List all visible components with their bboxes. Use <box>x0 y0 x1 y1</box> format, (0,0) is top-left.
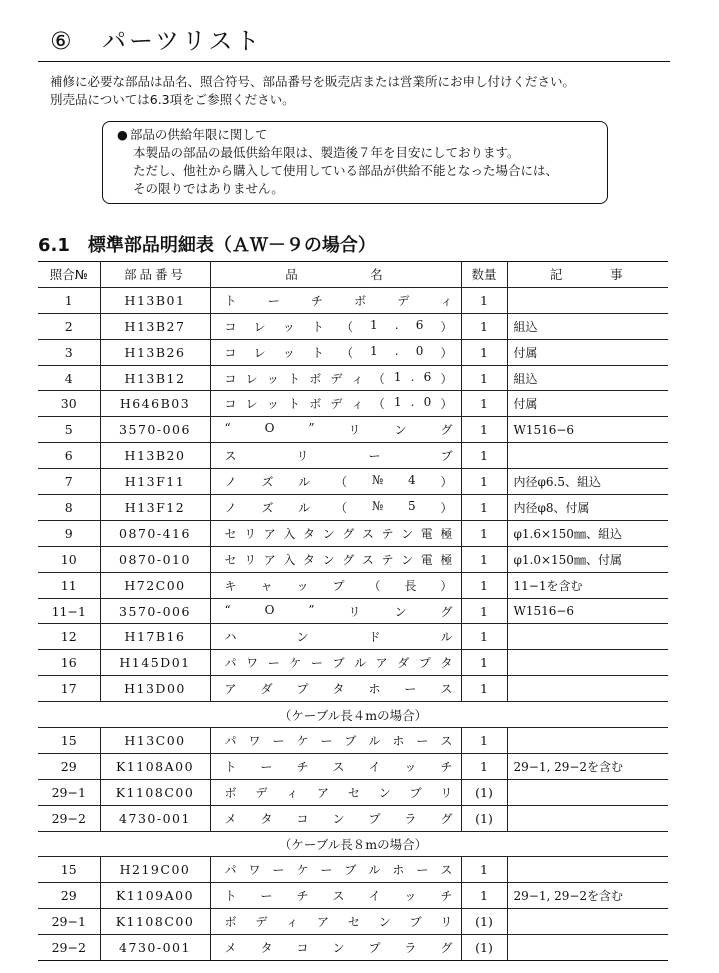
part-name-text: ハ ン ド ル <box>224 630 453 645</box>
remarks-cell <box>507 779 668 805</box>
quantity-cell: 1 <box>461 391 507 417</box>
table-row <box>38 650 668 676</box>
part-name-text: “ O ” リ ン グ <box>224 421 453 438</box>
header-part-number: 部品番号 <box>100 262 210 288</box>
table-row <box>38 883 668 909</box>
ref-no-cell: 29−2 <box>38 805 100 831</box>
table-row <box>38 676 668 702</box>
quantity-cell: 1 <box>461 676 507 702</box>
table-row <box>38 313 668 339</box>
part-name-text: ス リ ー ブ <box>224 449 453 464</box>
part-number-cell: H13C00 <box>100 728 210 754</box>
remarks-cell <box>507 443 668 469</box>
table-row <box>38 935 668 961</box>
table-subheading-row <box>38 702 668 728</box>
part-name-cell <box>210 365 461 391</box>
part-name-text: ノ ズ ル （ № 5 ） <box>224 498 453 515</box>
part-number-cell: H219C00 <box>100 857 210 883</box>
part-name-cell <box>210 909 461 935</box>
part-number-cell: 0870-416 <box>100 520 210 546</box>
ref-no-cell: 1 <box>38 287 100 313</box>
part-number-cell: H13B01 <box>100 287 210 313</box>
ref-no-cell: 16 <box>38 650 100 676</box>
part-number-cell: K1108C00 <box>100 909 210 935</box>
table-row <box>38 909 668 935</box>
remarks-cell: W1516−6 <box>507 417 668 443</box>
ref-no-cell: 3 <box>38 339 100 365</box>
ref-no-cell: 5 <box>38 417 100 443</box>
quantity-cell: 1 <box>461 624 507 650</box>
ref-no-cell: 11−1 <box>38 598 100 624</box>
subheading-cell: （ケーブル長４mの場合） <box>38 702 668 728</box>
quantity-cell: 1 <box>461 443 507 469</box>
part-name-cell <box>210 495 461 521</box>
remarks-cell <box>507 676 668 702</box>
remarks-cell: φ1.0×150㎜、付属 <box>507 546 668 572</box>
remarks-cell <box>507 805 668 831</box>
quantity-cell: 1 <box>461 857 507 883</box>
page-title <box>38 22 670 62</box>
header-part-name: 品 名 <box>210 262 461 288</box>
part-number-cell: H17B16 <box>100 624 210 650</box>
quantity-cell: 1 <box>461 287 507 313</box>
part-name-cell <box>210 857 461 883</box>
quantity-cell: 1 <box>461 469 507 495</box>
header-quantity: 数量 <box>461 262 507 288</box>
table-row <box>38 546 668 572</box>
part-name-text: パ ワ ー ケ ー ブ ル ア ダ プ タ <box>224 656 453 671</box>
remarks-cell: φ1.6×150㎜、組込 <box>507 520 668 546</box>
table-row <box>38 728 668 754</box>
part-name-text: ト ー チ ボ デ ィ <box>224 293 453 308</box>
remarks-cell <box>507 857 668 883</box>
quantity-cell: 1 <box>461 365 507 391</box>
part-name-text: コ レ ッ ト ボ デ ィ （ 1 . 6 ） <box>224 369 453 386</box>
remarks-cell <box>507 287 668 313</box>
subheading-cell: （ケーブル長８mの場合） <box>38 831 668 857</box>
table-row <box>38 805 668 831</box>
ref-no-cell: 17 <box>38 676 100 702</box>
part-number-cell: H13F11 <box>100 469 210 495</box>
table-row <box>38 443 668 469</box>
part-name-cell <box>210 339 461 365</box>
table-header-row <box>38 262 668 288</box>
remarks-cell: 11−1を含む <box>507 572 668 598</box>
notice-line: 本製品の部品の最低供給年限は、製造後７年を目安にしております。 <box>133 145 520 160</box>
part-number-cell: H13B26 <box>100 339 210 365</box>
part-name-text: キ ャ ッ プ （ 長 ） <box>224 578 453 593</box>
intro-text <box>50 73 575 109</box>
part-number-cell: H13D00 <box>100 676 210 702</box>
part-name-cell <box>210 883 461 909</box>
table-row <box>38 857 668 883</box>
part-name-cell <box>210 676 461 702</box>
remarks-cell <box>507 624 668 650</box>
part-name-cell <box>210 572 461 598</box>
remarks-cell <box>507 728 668 754</box>
part-number-cell: 4730-001 <box>100 805 210 831</box>
remarks-cell <box>507 935 668 961</box>
ref-no-cell: 29−1 <box>38 909 100 935</box>
part-name-cell <box>210 728 461 754</box>
section-title-text: パーツリスト <box>102 27 263 55</box>
parts-table <box>38 261 668 961</box>
intro-line: 補修に必要な部品は品名、照合符号、部品番号を販売店または営業所にお申し付けください。 <box>50 74 576 89</box>
part-number-cell: K1109A00 <box>100 883 210 909</box>
ref-no-cell: 29 <box>38 883 100 909</box>
header-remarks: 記 事 <box>507 262 668 288</box>
ref-no-cell: 11 <box>38 572 100 598</box>
quantity-cell: (1) <box>461 779 507 805</box>
ref-no-cell: 4 <box>38 365 100 391</box>
table-row <box>38 391 668 417</box>
quantity-cell: 1 <box>461 572 507 598</box>
quantity-cell: 1 <box>461 883 507 909</box>
part-name-text: ボ デ ィ ア セ ン ブ リ <box>224 785 453 800</box>
part-name-cell <box>210 443 461 469</box>
table-row <box>38 339 668 365</box>
part-number-cell: H72C00 <box>100 572 210 598</box>
table-row <box>38 598 668 624</box>
part-name-text: コ レ ッ ト （ 1 . 0 ） <box>224 343 453 360</box>
part-number-cell: H13F12 <box>100 495 210 521</box>
part-number-cell: H145D01 <box>100 650 210 676</box>
quantity-cell: (1) <box>461 805 507 831</box>
part-name-text: パ ワ ー ケ ー ブ ル ホ ー ス <box>224 863 453 878</box>
table-subheading-row <box>38 831 668 857</box>
ref-no-cell: 12 <box>38 624 100 650</box>
remarks-cell: 組込 <box>507 365 668 391</box>
part-name-cell <box>210 313 461 339</box>
remarks-cell: 組込 <box>507 313 668 339</box>
part-name-cell <box>210 650 461 676</box>
remarks-cell: W1516−6 <box>507 598 668 624</box>
part-name-cell <box>210 546 461 572</box>
part-name-cell <box>210 391 461 417</box>
part-number-cell: K1108A00 <box>100 753 210 779</box>
subsection-title-text: 標準部品明細表（ＡＷ－９の場合） <box>87 235 376 256</box>
table-row <box>38 287 668 313</box>
part-name-text: セ リ ア 入 タ ン グ ス テ ン 電 極 <box>224 526 453 541</box>
part-name-text: ボ デ ィ ア セ ン ブ リ <box>224 915 453 930</box>
remarks-cell: 29−1, 29−2を含む <box>507 883 668 909</box>
part-number-cell: 0870-010 <box>100 546 210 572</box>
part-name-text: コ レ ッ ト （ 1 . 6 ） <box>224 317 453 334</box>
quantity-cell: 1 <box>461 728 507 754</box>
part-name-text: ノ ズ ル （ № 4 ） <box>224 473 453 490</box>
part-name-cell <box>210 753 461 779</box>
ref-no-cell: 15 <box>38 857 100 883</box>
subsection-title <box>38 234 376 258</box>
header-ref-no: 照合№ <box>38 262 100 288</box>
part-number-cell: H646B03 <box>100 391 210 417</box>
quantity-cell: 1 <box>461 598 507 624</box>
quantity-cell: 1 <box>461 546 507 572</box>
table-row <box>38 753 668 779</box>
part-name-cell <box>210 520 461 546</box>
quantity-cell: 1 <box>461 650 507 676</box>
part-name-text: パ ワ ー ケ ー ブ ル ホ ー ス <box>224 733 453 748</box>
part-name-text: メ タ コ ン プ ラ グ <box>224 811 453 826</box>
subsection-number: 6.1 <box>38 235 70 256</box>
table-row <box>38 417 668 443</box>
part-name-text: ト ー チ ス イ ッ チ <box>224 889 453 904</box>
ref-no-cell: 29−2 <box>38 935 100 961</box>
ref-no-cell: 8 <box>38 495 100 521</box>
part-name-cell <box>210 805 461 831</box>
ref-no-cell: 29−1 <box>38 779 100 805</box>
quantity-cell: (1) <box>461 909 507 935</box>
table-row <box>38 572 668 598</box>
quantity-cell: (1) <box>461 935 507 961</box>
part-number-cell: 3570-006 <box>100 598 210 624</box>
part-name-text: “ O ” リ ン グ <box>224 602 453 619</box>
remarks-cell: 付属 <box>507 391 668 417</box>
part-number-cell: 3570-006 <box>100 417 210 443</box>
ref-no-cell: 30 <box>38 391 100 417</box>
quantity-cell: 1 <box>461 417 507 443</box>
ref-no-cell: 2 <box>38 313 100 339</box>
ref-no-cell: 9 <box>38 520 100 546</box>
notice-line: その限りではありません。 <box>133 181 284 196</box>
remarks-cell: 付属 <box>507 339 668 365</box>
part-name-text: ア ダ プ タ ホ ー ス <box>224 682 453 697</box>
quantity-cell: 1 <box>461 313 507 339</box>
remarks-cell: 内径φ6.5、組込 <box>507 469 668 495</box>
quantity-cell: 1 <box>461 495 507 521</box>
part-name-text: セ リ ア 入 タ ン グ ス テ ン 電 極 <box>224 552 453 567</box>
part-name-cell <box>210 598 461 624</box>
notice-line: ただし、他社から購入して使用している部品が供給不能となった場合には、 <box>133 163 559 178</box>
table-row <box>38 365 668 391</box>
ref-no-cell: 29 <box>38 753 100 779</box>
table-row <box>38 520 668 546</box>
part-name-text: コ レ ッ ト ボ デ ィ （ 1 . 0 ） <box>224 395 453 412</box>
part-number-cell: H13B20 <box>100 443 210 469</box>
part-number-cell: 4730-001 <box>100 935 210 961</box>
part-name-cell <box>210 935 461 961</box>
ref-no-cell: 10 <box>38 546 100 572</box>
part-number-cell: K1108C00 <box>100 779 210 805</box>
table-row <box>38 624 668 650</box>
part-name-cell <box>210 417 461 443</box>
part-name-cell <box>210 287 461 313</box>
section-number: ⑥ <box>50 27 72 55</box>
part-name-cell <box>210 779 461 805</box>
remarks-cell: 29−1, 29−2を含む <box>507 753 668 779</box>
ref-no-cell: 7 <box>38 469 100 495</box>
quantity-cell: 1 <box>461 753 507 779</box>
part-number-cell: H13B27 <box>100 313 210 339</box>
notice-heading: ● 部品の供給年限に関して <box>117 126 607 144</box>
remarks-cell <box>507 909 668 935</box>
ref-no-cell: 6 <box>38 443 100 469</box>
remarks-cell: 内径φ8、付属 <box>507 495 668 521</box>
quantity-cell: 1 <box>461 339 507 365</box>
quantity-cell: 1 <box>461 520 507 546</box>
part-name-cell <box>210 624 461 650</box>
table-row <box>38 779 668 805</box>
table-row <box>38 469 668 495</box>
remarks-cell <box>507 650 668 676</box>
table-row <box>38 495 668 521</box>
notice-box <box>102 121 608 204</box>
part-name-text: メ タ コ ン プ ラ グ <box>224 941 453 956</box>
part-name-cell <box>210 469 461 495</box>
part-name-text: ト ー チ ス イ ッ チ <box>224 759 453 774</box>
intro-line: 別売品については6.3項をご参照ください。 <box>50 92 295 107</box>
ref-no-cell: 15 <box>38 728 100 754</box>
part-number-cell: H13B12 <box>100 365 210 391</box>
